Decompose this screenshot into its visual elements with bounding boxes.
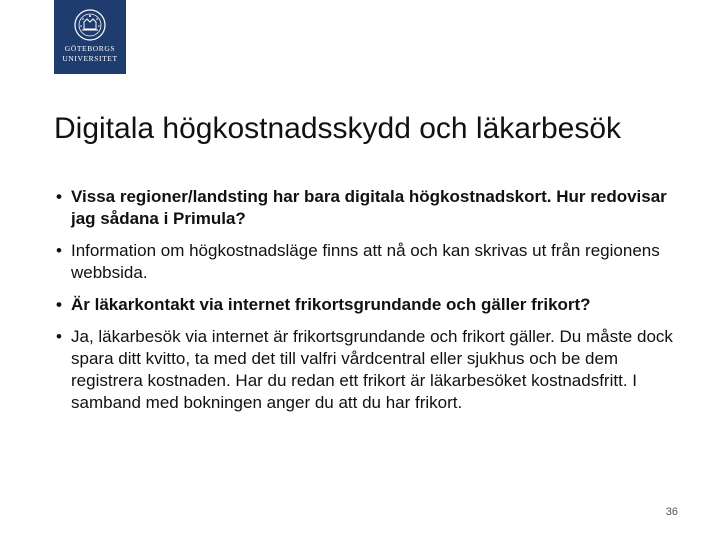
bullet-item xyxy=(54,240,674,284)
bullet-dot: • xyxy=(56,327,62,346)
slide-title: Digitala högkostnadsskydd och läkarbesök xyxy=(54,112,621,145)
bullet-dot: • xyxy=(56,241,62,260)
bullet-item xyxy=(54,186,674,230)
bullet-text: Vissa regioner/landsting har bara digitala högkostnadskort. Hur redovisar jag sådana i Primula? xyxy=(71,187,667,228)
university-logo xyxy=(54,0,126,74)
bullet-item xyxy=(54,326,674,414)
page-number: 36 xyxy=(665,506,678,518)
bullet-list xyxy=(54,186,674,424)
university-seal-icon xyxy=(72,8,108,42)
bullet-item xyxy=(54,294,674,316)
bullet-text: Är läkarkontakt via internet frikortsgrundande och gäller frikort? xyxy=(71,295,591,314)
bullet-dot: • xyxy=(56,187,62,206)
logo-text-line1: GÖTEBORGS xyxy=(64,44,116,53)
logo-text-line2: UNIVERSITET xyxy=(62,54,118,63)
bullet-dot: • xyxy=(56,295,62,314)
bullet-text: Information om högkostnadsläge finns att nå och kan skrivas ut från regionens webbsida. xyxy=(71,241,660,282)
bullet-text: Ja, läkarbesök via internet är frikortsgrundande och frikort gäller. Du måste dock spara ditt kvitto, ta med det till valfri vårdcentral eller sjukhus och be dem registrera kostnaden. Har du redan ett frikort är läkarbesöket kostnadsfritt. I samband med bokningen anger du att du har frikort. xyxy=(71,327,673,412)
